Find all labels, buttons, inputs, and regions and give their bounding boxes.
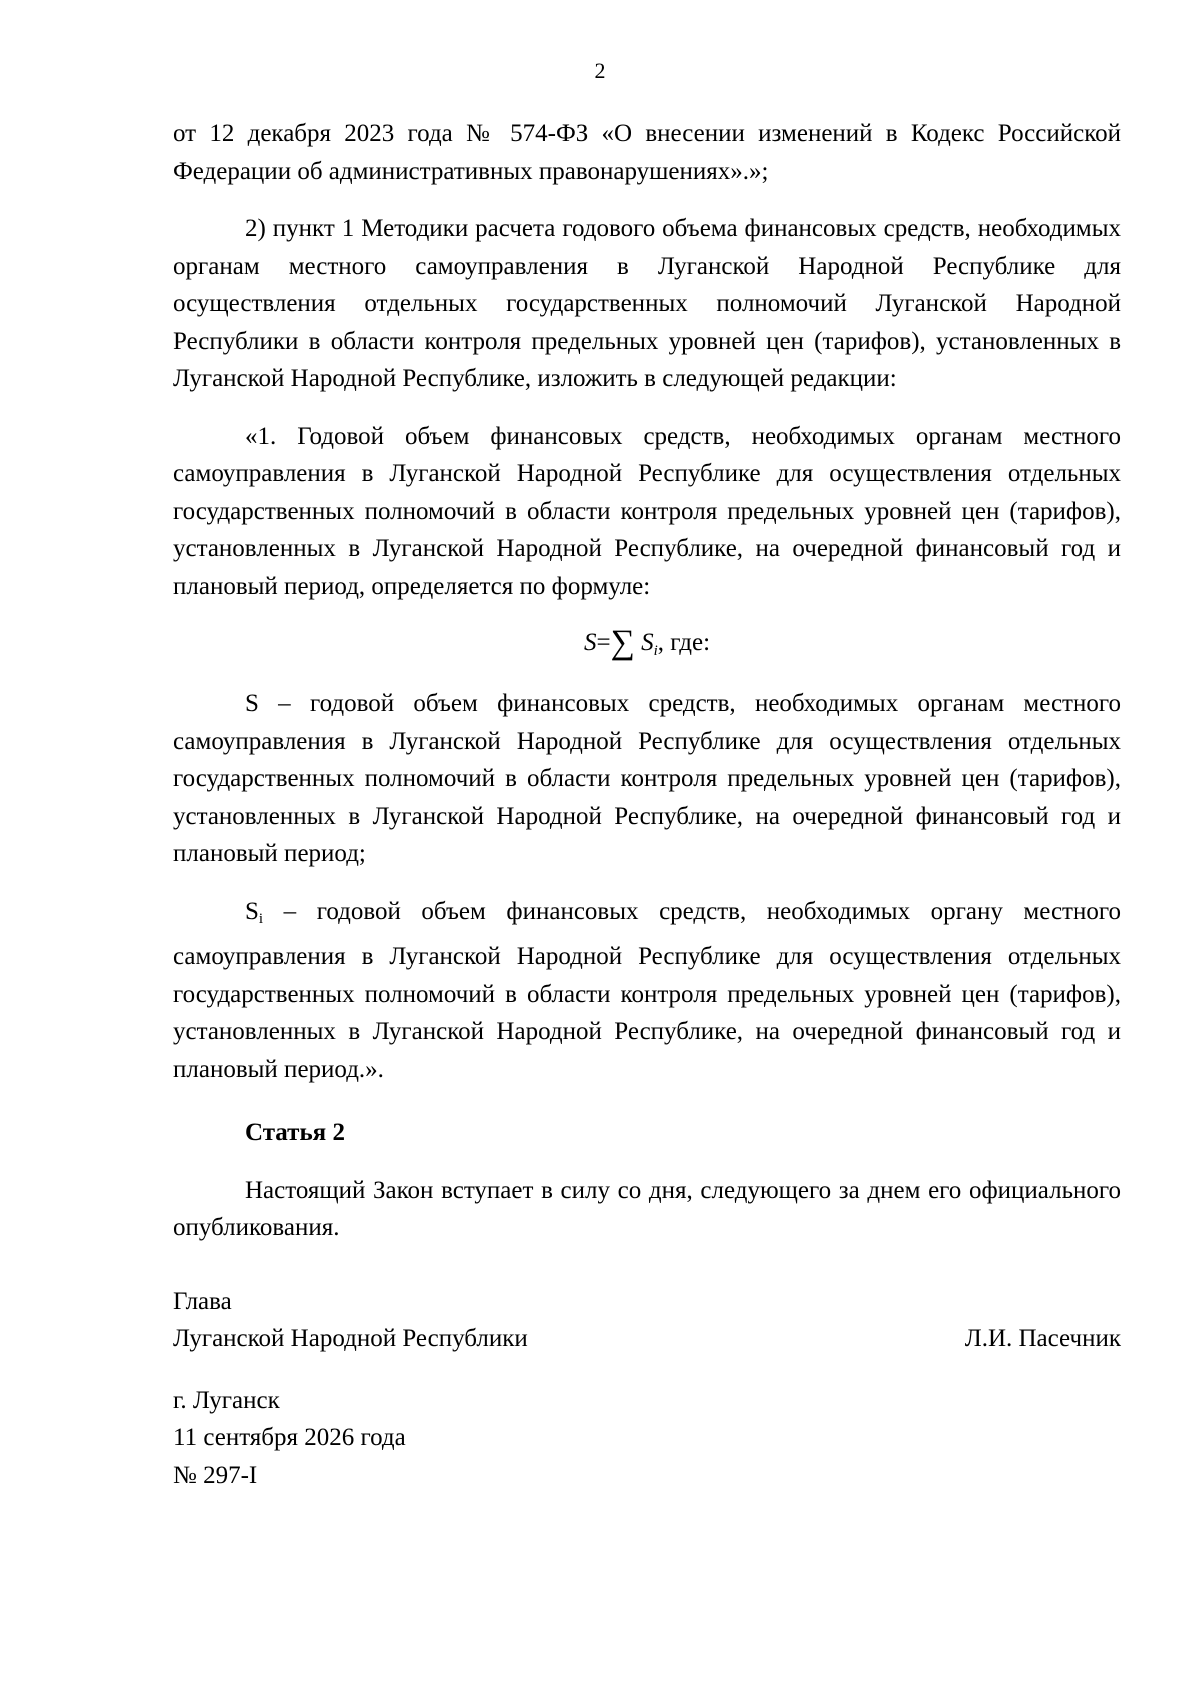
si-symbol: S <box>245 897 259 925</box>
law-number: № 297-I <box>173 1461 258 1489</box>
formula-equals: = <box>596 629 611 656</box>
paragraph-entry-into-force: Настоящий Закон вступает в силу со дня, следующего за днем его официального опубликования. <box>173 1176 1121 1241</box>
si-subscript: i <box>258 910 264 927</box>
formula-lhs: S <box>583 629 597 656</box>
document-body <box>173 115 1121 1494</box>
paragraph-continuation: от 12 декабря 2023 года № 574-ФЗ «О внесении изменений в Кодекс Российской Федерации об административных правонарушениях».»; <box>173 120 1121 185</box>
formula-rhs: S <box>641 629 654 656</box>
paragraph-item-2: 2) пункт 1 Методики расчета годового объема финансовых средств, необходимых органам местного самоуправления в Луганской Народной Республике для осуществления отдельных государственных полномочий Луганской Народной Республики в области контроля предельных уровней цен (тарифов), установленных в Луганской Народной Республике, изложить в следующей редакции: <box>173 215 1121 392</box>
signatory-name: Л.И. Пасечник <box>964 1325 1121 1352</box>
formula <box>173 623 1121 671</box>
page-number: 2 <box>594 58 606 83</box>
date: 11 сентября 2026 года <box>173 1424 406 1451</box>
si-definition-text: – годовой объем финансовых средств, необходимых органу местного самоуправления в Луганской Народной Республике для осуществления отдельных государственных полномочий в области контроля предельных уровней цен (тарифов), установленных в Луганской Народной Республике, на очередной финансовый год и плановый период.». <box>173 897 1121 1083</box>
signatory-title-line1: Глава <box>173 1287 232 1315</box>
signatory-title-line2: Луганской Народной Республики <box>173 1325 528 1352</box>
sum-symbol: ∑ <box>610 624 635 661</box>
city: г. Луганск <box>173 1386 280 1414</box>
signature-block <box>173 1283 1121 1358</box>
paragraph-methodology-point-1: «1. Годовой объем финансовых средств, необходимых органам местного самоуправления в Луганской Народной Республике для осуществления отдельных государственных полномочий в области контроля предельных уровней цен (тарифов), установленных в Луганской Народной Республике, на очередной финансовый год и плановый период, определяется по формуле: <box>173 422 1121 600</box>
signature-row <box>173 1320 1121 1358</box>
article-title: Статья 2 <box>245 1119 345 1146</box>
paragraph-definition-si <box>173 893 1121 1089</box>
paragraph-definition-s: S – годовой объем финансовых средств, необходимых органам местного самоуправления в Луганской Народной Республике для осуществления отдельных государственных полномочий в области контроля предельных уровней цен (тарифов), установленных в Луганской Народной Республике, на очередной финансовый год и плановый период; <box>173 690 1121 867</box>
formula-tail: , где: <box>657 629 711 656</box>
place-date-block <box>173 1382 1121 1495</box>
formula-subscript: i <box>653 643 658 659</box>
